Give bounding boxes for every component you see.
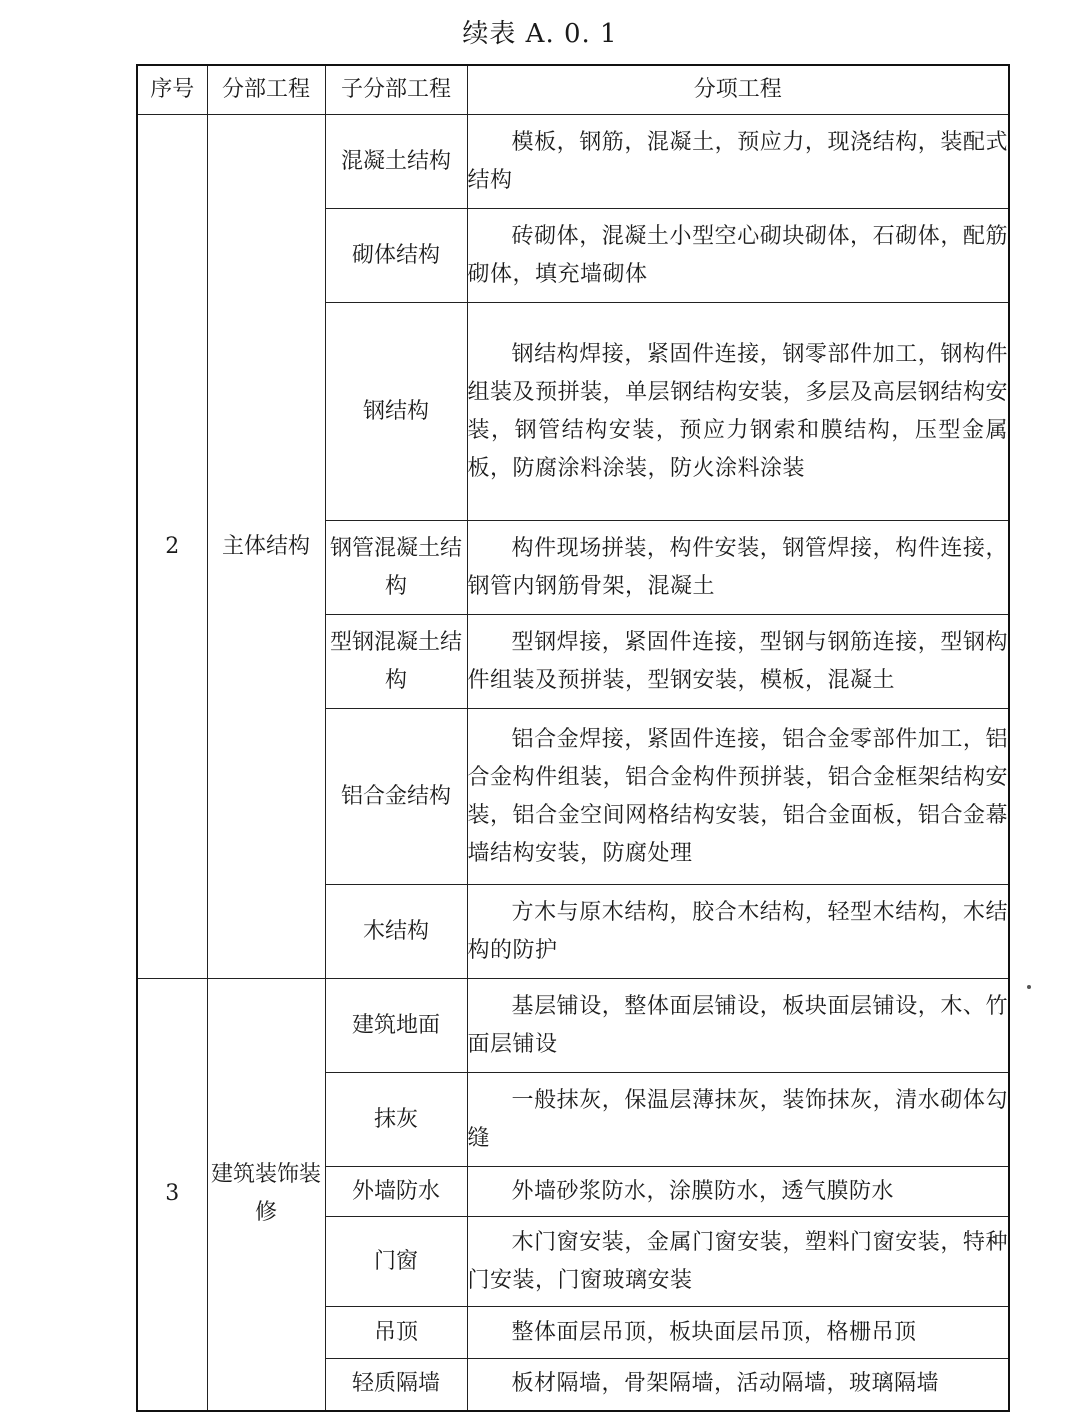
table-caption: 续表 A. 0. 1: [462, 19, 618, 49]
division-table: [136, 64, 1010, 1412]
table-row: [137, 115, 1009, 209]
subdivision-name: 门窗: [325, 1217, 467, 1307]
subitem-list: 外墙砂浆防水，涂膜防水，透气膜防水: [467, 1167, 1009, 1217]
subdivision-name: 型钢混凝土结构: [325, 615, 467, 709]
subdivision-name: 铝合金结构: [325, 709, 467, 885]
subitem-list: 方木与原木结构，胶合木结构，轻型木结构，木结构的防护: [467, 885, 1009, 979]
header-row: [137, 65, 1009, 115]
group-number: 2: [137, 115, 207, 979]
subitem-list: 一般抹灰，保温层薄抹灰，装饰抹灰，清水砌体勾缝: [467, 1073, 1009, 1167]
header-num: 序号: [137, 65, 207, 115]
subdivision-name: 混凝土结构: [325, 115, 467, 209]
division-name: 主体结构: [207, 115, 325, 979]
header-items: 分项工程: [467, 65, 1009, 115]
subitem-list: 基层铺设，整体面层铺设，板块面层铺设，木、竹面层铺设: [467, 979, 1009, 1073]
subdivision-name: 吊顶: [325, 1307, 467, 1359]
header-division: 分部工程: [207, 65, 325, 115]
subdivision-name: 木结构: [325, 885, 467, 979]
subitem-list: 型钢焊接，紧固件连接，型钢与钢筋连接，型钢构件组装及预拼装，型钢安装，模板，混凝土: [467, 615, 1009, 709]
subdivision-name: 钢管混凝土结构: [325, 521, 467, 615]
subitem-list: 模板，钢筋，混凝土，预应力，现浇结构，装配式结构: [467, 115, 1009, 209]
subitem-list: 板材隔墙，骨架隔墙，活动隔墙，玻璃隔墙: [467, 1359, 1009, 1411]
subdivision-name: 砌体结构: [325, 209, 467, 303]
subitem-list: 构件现场拼装，构件安装，钢管焊接，构件连接，钢管内钢筋骨架，混凝土: [467, 521, 1009, 615]
subdivision-name: 轻质隔墙: [325, 1359, 467, 1411]
group-number: 3: [137, 979, 207, 1411]
subdivision-name: 建筑地面: [325, 979, 467, 1073]
subitem-list: 整体面层吊顶，板块面层吊顶，格栅吊顶: [467, 1307, 1009, 1359]
scan-speck: [1027, 985, 1031, 989]
subdivision-name: 钢结构: [325, 303, 467, 521]
subitem-list: 砖砌体，混凝土小型空心砌块砌体，石砌体，配筋砌体，填充墙砌体: [467, 209, 1009, 303]
subdivision-name: 抹灰: [325, 1073, 467, 1167]
table-row: [137, 979, 1009, 1073]
subitem-list: 钢结构焊接，紧固件连接，钢零部件加工，钢构件组装及预拼装，单层钢结构安装，多层及高层钢结构安装，钢管结构安装，预应力钢索和膜结构，压型金属板，防腐涂料涂装，防火涂料涂装: [467, 303, 1009, 521]
header-subdivision: 子分部工程: [325, 65, 467, 115]
subitem-list: 木门窗安装，金属门窗安装，塑料门窗安装，特种门安装，门窗玻璃安装: [467, 1217, 1009, 1307]
subitem-list: 铝合金焊接，紧固件连接，铝合金零部件加工，铝合金构件组装，铝合金构件预拼装，铝合金框架结构安装，铝合金空间网格结构安装，铝合金面板，铝合金幕墙结构安装，防腐处理: [467, 709, 1009, 885]
subdivision-name: 外墙防水: [325, 1167, 467, 1217]
division-name: 建筑装饰装修: [207, 979, 325, 1411]
